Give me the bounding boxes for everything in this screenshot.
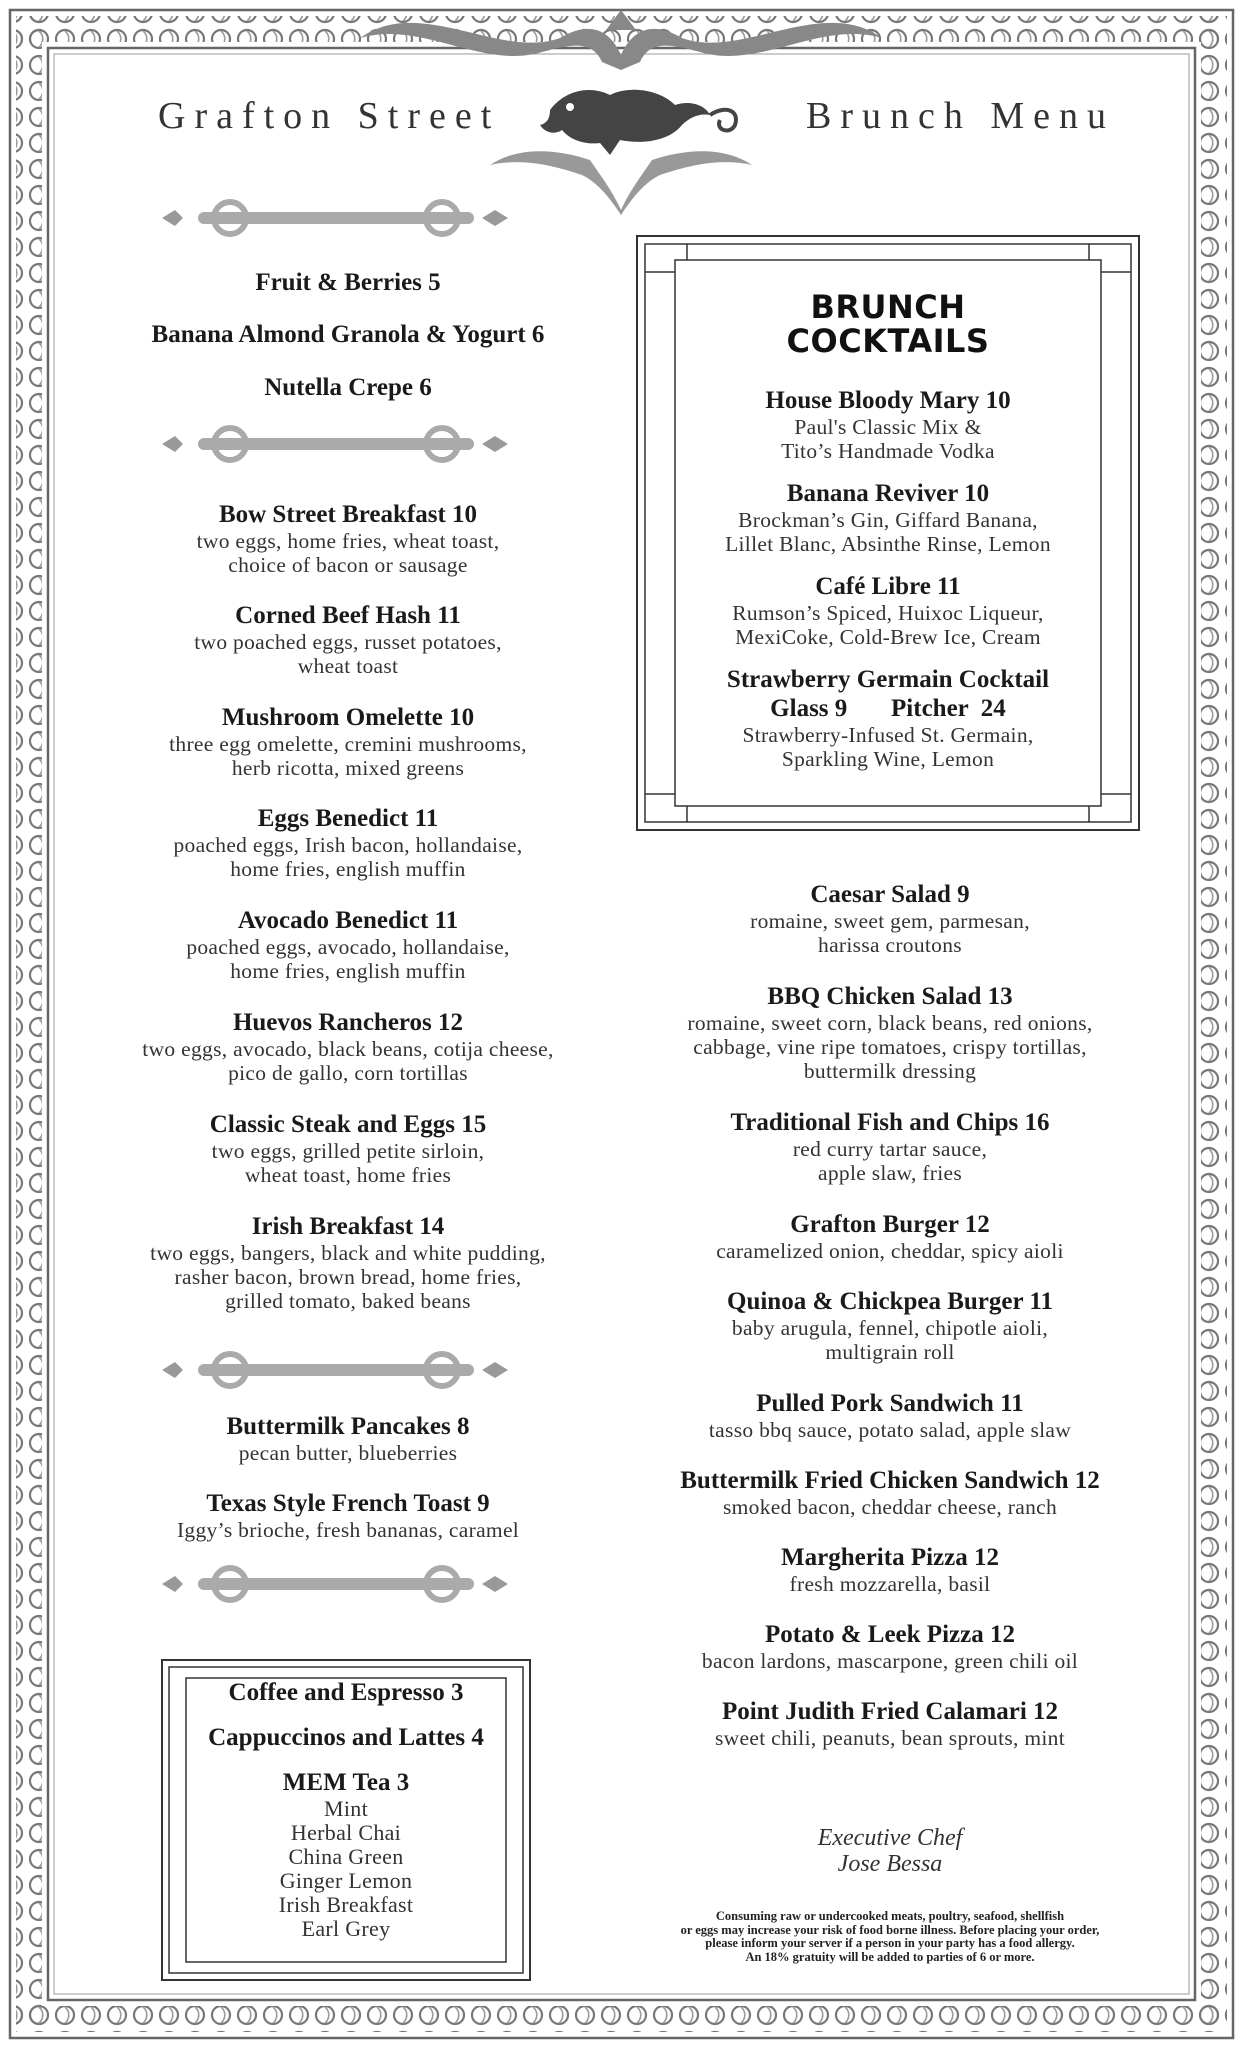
menu-item [118,1212,578,1313]
item-name: Mushroom Omelette 10 [221,704,475,731]
menu-item [640,1287,1140,1364]
item-desc: home fries, english muffin [230,959,466,983]
item-desc: Iggy’s brioche, fresh bananas, caramel [176,1518,520,1542]
menu-item [640,1697,1140,1750]
menu-item [640,1108,1140,1185]
item-name: Classic Steak and Eggs 15 [209,1111,487,1138]
chef-title: Executive Chef [817,1825,963,1851]
item-desc: three egg omelette, cremini mushrooms, [169,732,527,756]
executive-chef [640,1825,1140,1877]
disclaimer-line: An 18% gratuity will be added to parties of 6 or more. [745,1949,1035,1964]
menu-item [640,982,1140,1083]
header-restaurant-name: Grafton Street [158,95,501,137]
menu-item [118,1489,578,1542]
item-desc: pecan butter, blueberries [238,1441,458,1465]
item-desc: Tito’s Handmade Vodka [781,439,995,463]
cocktail-item [675,665,1101,771]
disclaimer-line: please inform your server if a person in your party has a food allergy. [705,1936,1075,1950]
drink-item [186,1678,506,1707]
disclaimer-line: or eggs may increase your risk of food borne illness. Before placing your order, [680,1922,1100,1937]
item-name: Pulled Pork Sandwich 11 [756,1390,1024,1417]
item-desc: tasso bbq sauce, potato salad, apple slaw [708,1418,1072,1442]
menu-item [118,373,578,402]
item-desc: wheat toast, home fries [244,1163,452,1187]
cocktails-title-line1: BRUNCH [810,288,966,326]
item-desc: two eggs, home fries, wheat toast, [196,529,500,553]
item-desc: Rumson’s Spiced, Huixoc Liqueur, [732,601,1044,625]
item-name: Buttermilk Pancakes 8 [226,1413,470,1440]
item-desc: Brockman’s Gin, Giffard Banana, [738,508,1038,532]
item-desc: harissa croutons [818,933,962,957]
item-desc: herb ricotta, mixed greens [231,756,465,780]
item-desc: Sparkling Wine, Lemon [781,747,995,771]
item-desc: poached eggs, Irish bacon, hollandaise, [173,833,523,857]
item-desc: MexiCoke, Cold-Brew Ice, Cream [735,625,1041,649]
item-name: Banana Reviver 10 [786,480,990,507]
item-name: Irish Breakfast 14 [251,1213,445,1240]
menu-item [118,500,578,577]
item-name: Buttermilk Fried Chicken Sandwich 12 [680,1467,1100,1494]
header-menu-title: Brunch Menu [806,95,1116,137]
tea-item: Ginger Lemon [279,1868,413,1893]
drink-item [186,1723,506,1752]
menu-item [118,703,578,780]
item-desc: fresh mozzarella, basil [789,1572,991,1596]
item-name: Cappuccinos and Lattes 4 [208,1724,484,1751]
item-desc: two eggs, bangers, black and white pudding, [150,1241,546,1265]
chef-name: Jose Bessa [837,1851,943,1877]
item-desc: Strawberry-Infused St. Germain, [742,723,1034,747]
item-name: Margherita Pizza 12 [781,1544,999,1571]
tea-title: MEM Tea 3 [282,1769,410,1796]
menu-item [640,1389,1140,1442]
item-desc: romaine, sweet corn, black beans, red onions, [687,1011,1093,1035]
item-name: Caesar Salad 9 [810,881,970,908]
divider-ornament-4 [162,1568,508,1600]
item-desc: smoked bacon, cheddar cheese, ranch [722,1495,1058,1519]
cocktail-item [675,386,1101,463]
item-desc: Paul's Classic Mix & [794,415,982,439]
item-name: House Bloody Mary 10 [765,387,1011,414]
menu-item [118,320,578,349]
item-desc: sweet chili, peanuts, bean sprouts, mint [715,1726,1065,1750]
item-desc: two eggs, grilled petite sirloin, [211,1139,485,1163]
item-desc: baby arugula, fennel, chipotle aioli, [731,1316,1049,1340]
item-desc: grilled tomato, baked beans [225,1289,471,1313]
tea-item: Earl Grey [301,1916,391,1941]
item-desc: home fries, english muffin [230,857,466,881]
item-name: Café Libre 11 [815,573,961,600]
item-name: Grafton Burger 12 [790,1211,990,1238]
item-desc: bacon lardons, mascarpone, green chili oil [701,1649,1079,1673]
item-desc: poached eggs, avocado, hollandaise, [186,935,510,959]
item-name: Traditional Fish and Chips 16 [730,1109,1050,1136]
item-name: Eggs Benedict 11 [257,805,439,832]
item-desc: rasher bacon, brown bread, home fries, [174,1265,522,1289]
menu-item [640,1543,1140,1596]
tea-item: China Green [288,1844,404,1869]
item-name: Bow Street Breakfast 10 [218,501,478,528]
lizard-emblem-icon [540,90,736,155]
menu-item [118,1412,578,1465]
cocktail-item [675,572,1101,649]
item-name: Fruit & Berries 5 [255,269,441,296]
menu-item [640,880,1140,957]
menu-item [118,268,578,297]
menu-item [118,601,578,678]
item-price-line: Glass 9 Pitcher 24 [770,695,1006,722]
tea-item: Irish Breakfast [278,1892,414,1917]
food-safety-disclaimer [640,1910,1140,1964]
divider-ornament-2 [162,428,508,460]
tea-item: Mint [324,1796,368,1821]
item-name: Corned Beef Hash 11 [235,602,461,629]
divider-ornament-3 [162,1354,508,1386]
item-name: Nutella Crepe 6 [264,374,432,401]
item-desc: red curry tartar sauce, [792,1137,988,1161]
item-desc: apple slaw, fries [818,1161,962,1185]
item-desc: multigrain roll [825,1340,955,1364]
menu-item [118,1110,578,1187]
item-desc: caramelized onion, cheddar, spicy aioli [716,1239,1064,1263]
item-desc: wheat toast [297,654,399,678]
item-name: Quinoa & Chickpea Burger 11 [727,1288,1053,1315]
item-desc: Lillet Blanc, Absinthe Rinse, Lemon [725,532,1051,556]
item-desc: two eggs, avocado, black beans, cotija cheese, [142,1037,554,1061]
menu-item [640,1466,1140,1519]
item-desc: two poached eggs, russet potatoes, [194,630,502,654]
cocktail-item [675,479,1101,556]
menu-item [118,1008,578,1085]
menu-item [640,1210,1140,1263]
item-name: Potato & Leek Pizza 12 [765,1621,1015,1648]
cocktails-title [675,290,1101,358]
item-name: Strawberry Germain Cocktail [726,666,1050,693]
item-name: Avocado Benedict 11 [237,907,459,934]
divider-ornament-1 [162,202,508,234]
item-name: Coffee and Espresso 3 [228,1679,464,1706]
item-name: Point Judith Fried Calamari 12 [721,1698,1059,1725]
item-name: Banana Almond Granola & Yogurt 6 [151,321,545,348]
item-desc: buttermilk dressing [803,1059,977,1083]
menu-item [118,906,578,983]
item-name: Huevos Rancheros 12 [232,1009,464,1036]
menu-item [640,1620,1140,1673]
item-name: BBQ Chicken Salad 13 [767,983,1013,1010]
disclaimer-line: Consuming raw or undercooked meats, poultry, seafood, shellfish [715,1909,1065,1923]
item-desc: cabbage, vine ripe tomatoes, crispy tortillas, [693,1035,1087,1059]
cocktails-title-line2: COCKTAILS [786,322,990,360]
item-desc: romaine, sweet gem, parmesan, [750,909,1030,933]
tea-list [186,1768,506,1941]
item-desc: choice of bacon or sausage [228,553,468,577]
tea-item: Herbal Chai [290,1820,402,1845]
menu-item [118,804,578,881]
item-name: Texas Style French Toast 9 [206,1490,490,1517]
item-desc: pico de gallo, corn tortillas [228,1061,468,1085]
